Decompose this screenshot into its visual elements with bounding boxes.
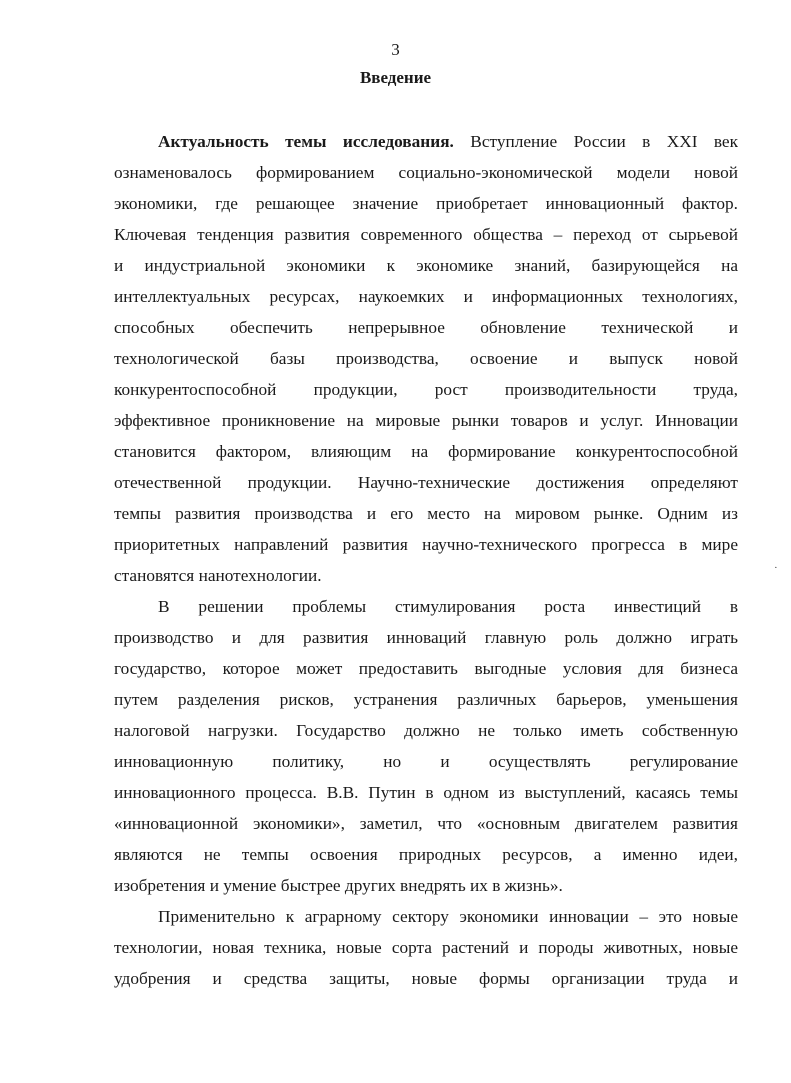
paragraph-line: путем разделения рисков, устранения различных барьеров, уменьшения (114, 690, 738, 709)
paragraph-line: и индустриальной экономики к экономике знаний, базирующейся на (114, 256, 738, 275)
paragraph-line: являются не темпы освоения природных ресурсов, а именно идеи, (114, 845, 738, 864)
scan-mark: · (774, 562, 778, 574)
paragraph-line: производство и для развития инноваций главную роль должно играть (114, 628, 738, 647)
paragraph-3 (114, 901, 738, 994)
paragraph-line: технологической базы производства, освоение и выпуск новой (114, 349, 738, 368)
paragraph-line: экономики, где решающее значение приобретает инновационный фактор. (114, 194, 738, 213)
paragraph-line: эффективное проникновение на мировые рынки товаров и услуг. Инновации (114, 411, 738, 430)
paragraph-line: способных обеспечить непрерывное обновление технической и (114, 318, 738, 337)
paragraph-line: становится фактором, влияющим на формирование конкурентоспособной (114, 442, 738, 461)
paragraph-3-first-line: Применительно к аграрному сектору экономики инновации – это новые (158, 907, 738, 926)
paragraph-line: технологии, новая техника, новые сорта растений и породы животных, новые (114, 938, 738, 957)
paragraph-2-first-line: В решении проблемы стимулирования роста инвестиций в (158, 597, 738, 616)
paragraph-line: налоговой нагрузки. Государство должно не только иметь собственную (114, 721, 738, 740)
paragraph-last-line: изобретения и умение быстрее других внедрять их в жизнь». (114, 876, 563, 895)
paragraph-line: государство, которое может предоставить выгодные условия для бизнеса (114, 659, 738, 678)
paragraph-1-lead: Актуальность темы исследования. (158, 132, 454, 151)
paragraph-line: отечественной продукции. Научно-технические достижения определяют (114, 473, 738, 492)
paragraph-1-first-rest: Вступление России в XXI век (453, 132, 738, 151)
paragraph-line: конкурентоспособной продукции, рост производительности труда, (114, 380, 738, 399)
paragraph-line: темпы развития производства и его место на мировом рынке. Одним из (114, 504, 738, 523)
paragraph-line: инновационную политику, но и осуществлять регулирование (114, 752, 738, 771)
paragraph-line: удобрения и средства защиты, новые формы организации труда и (114, 969, 738, 988)
paragraph-last-line: становятся нанотехнологии. (114, 566, 322, 585)
paragraph-2 (114, 591, 738, 901)
paragraph-line: Ключевая тенденция развития современного общества – переход от сырьевой (114, 225, 738, 244)
paragraph-line: «инновационной экономики», заметил, что «основным двигателем развития (114, 814, 738, 833)
body-text (114, 126, 738, 994)
paragraph-line: ознаменовалось формированием социально-экономической модели новой (114, 163, 738, 182)
section-title: Введение (359, 68, 432, 87)
page-number: 3 (391, 40, 400, 59)
paragraph-1-first-line (114, 126, 738, 157)
paragraph-line: интеллектуальных ресурсах, наукоемких и информационных технологиях, (114, 287, 738, 306)
paragraph-1 (114, 126, 738, 591)
paragraph-line: приоритетных направлений развития научно-технического прогресса в мире (114, 535, 738, 554)
paragraph-line: инновационного процесса. В.В. Путин в одном из выступлений, касаясь темы (114, 783, 738, 802)
